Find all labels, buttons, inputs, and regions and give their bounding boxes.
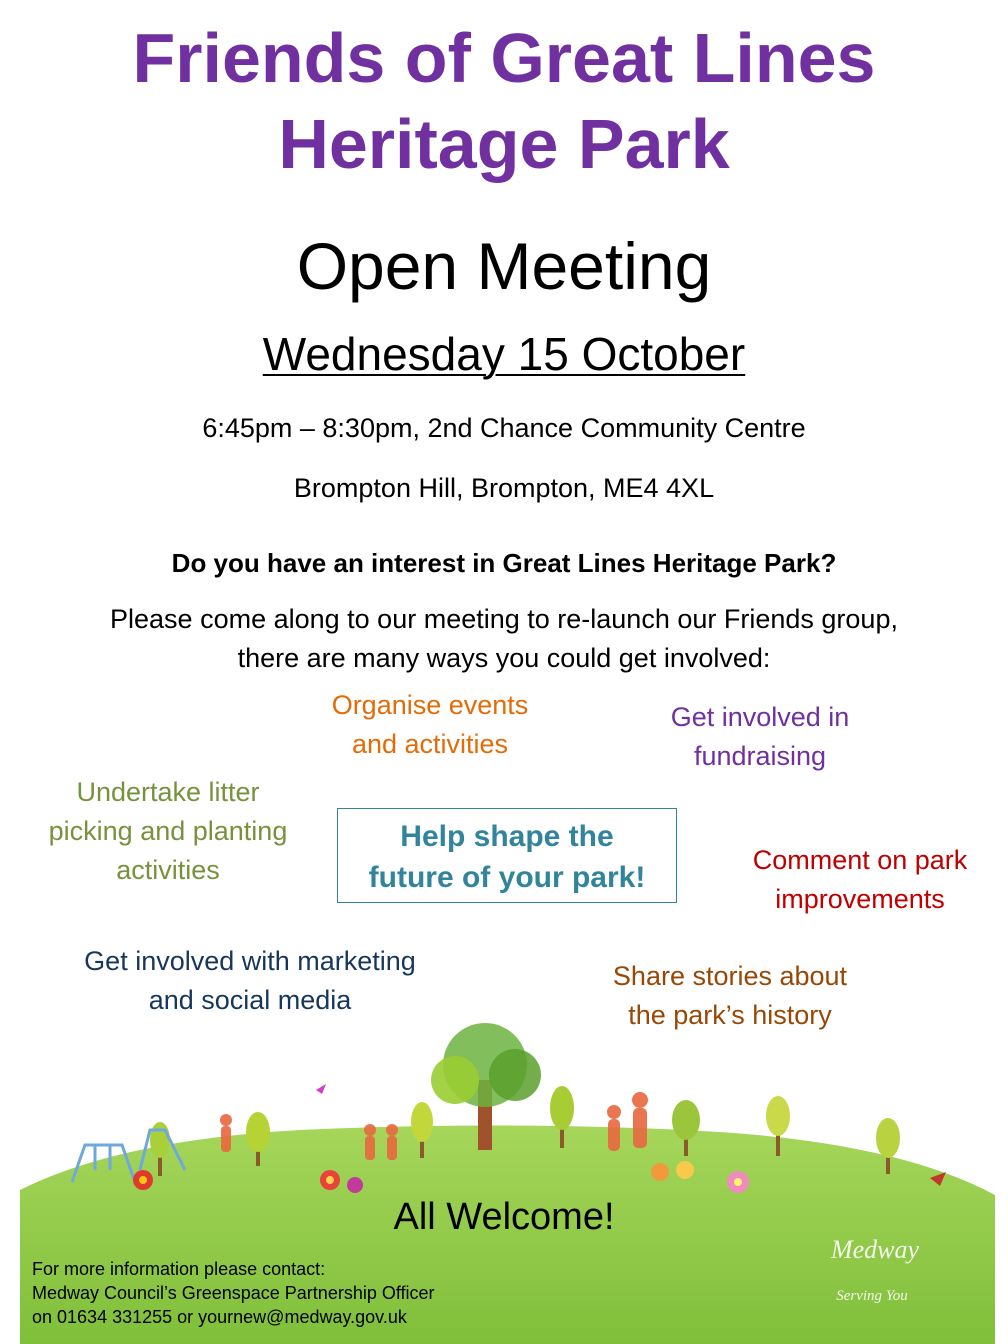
event-name: Open Meeting: [296, 229, 712, 303]
idea-line: and social media: [148, 985, 352, 1015]
idea-line: and activities: [351, 729, 509, 759]
event-time-venue: 6:45pm – 8:30pm, 2nd Chance Community Centre: [202, 413, 806, 443]
callout-line: Help shape the: [400, 820, 614, 853]
intro-text: [20, 600, 988, 678]
intro-line: there are many ways you could get involved:: [237, 643, 771, 673]
idea-litter-picking: [18, 773, 318, 890]
idea-line: Get involved in: [670, 702, 850, 732]
idea-line: Organise events: [331, 690, 529, 720]
logo-tagline: Serving You: [836, 1288, 908, 1304]
idea-marketing: [40, 942, 460, 1020]
poster-title-line1: Friends of Great Lines: [132, 19, 876, 97]
contact-line: For more information please contact:: [32, 1259, 326, 1279]
idea-line: Share stories about: [612, 961, 848, 991]
all-welcome: All Welcome!: [393, 1196, 615, 1238]
intro-line: Please come along to our meeting to re-launch our Friends group,: [110, 604, 898, 634]
contact-info: [32, 1257, 592, 1329]
interest-question: Do you have an interest in Great Lines Heritage Park?: [171, 548, 837, 578]
idea-line: Get involved with marketing: [84, 946, 416, 976]
idea-line: fundraising: [693, 741, 827, 771]
help-shape-callout: [337, 808, 677, 903]
contact-line: on 01634 331255 or yournew@medway.gov.uk: [32, 1307, 407, 1327]
idea-comment-improvements: [722, 841, 998, 919]
idea-fundraising: [620, 698, 900, 776]
poster-title-line2: Heritage Park: [278, 105, 730, 183]
idea-line: the park’s history: [628, 1000, 832, 1030]
idea-line: improvements: [775, 884, 945, 914]
idea-line: Comment on park: [752, 845, 968, 875]
callout-line: future of your park!: [368, 861, 646, 894]
logo-name: Medway: [830, 1235, 920, 1264]
event-date: Wednesday 15 October: [262, 328, 746, 380]
contact-line: Medway Council’s Greenspace Partnership Officer: [32, 1283, 435, 1303]
idea-line: picking and planting: [48, 816, 288, 846]
idea-line: Undertake litter: [76, 777, 260, 807]
idea-organise-events: [290, 686, 570, 764]
idea-line: activities: [116, 855, 220, 885]
event-address: Brompton Hill, Brompton, ME4 4XL: [293, 473, 715, 503]
